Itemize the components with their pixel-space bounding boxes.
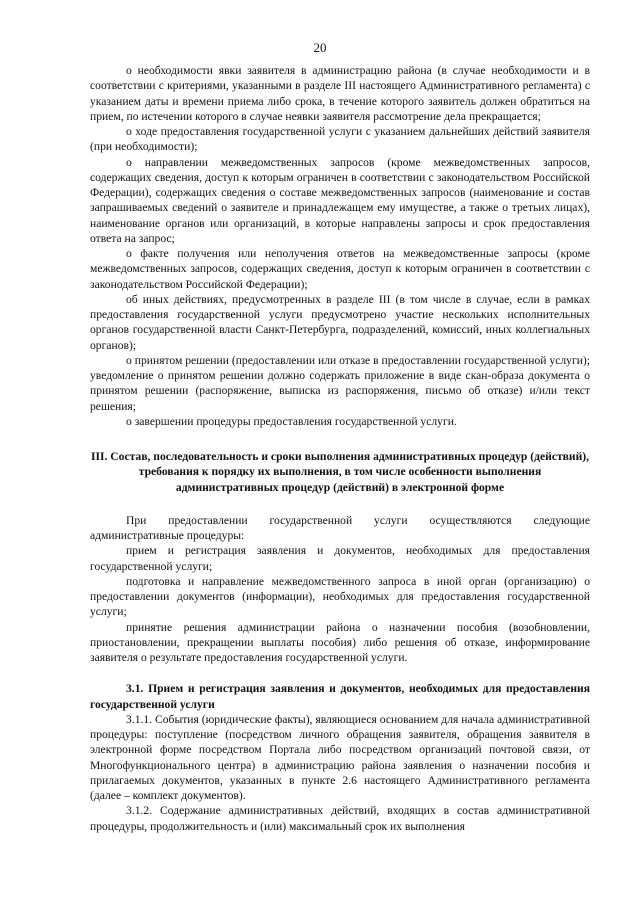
paragraph-3-1-1: 3.1.1. События (юридические факты), являющиеся основанием для начала административной процедуры: поступление (посредством личного обращения заявителя, обращения заявителя в электронной форме посредством Портала либо посредством организаций почтовой связи, от Многофункционального центра) в администрацию района заявления о назначении пособия и прилагаемых документов, указанных в пункте 2.6 настоящего Административного регламента (далее – комплект документов). (90, 712, 590, 802)
page-content (90, 63, 590, 834)
procedure-item: подготовка и направление межведомственного запроса в иной орган (организацию) о предоставлении документов (информации), необходимых для предоставления государственной услуги; (90, 574, 590, 619)
list-item: об иных действиях, предусмотренных в разделе III (в том числе в случае, если в рамках предоставления государственной услуги предусмотрено участие нескольких исполнительных органов государственной власти Санкт-Петербурга, подразделений, комиссий, иных коллегиальных органов); (90, 292, 590, 352)
list-item: о факте получения или неполучения ответов на межведомственные запросы (кроме межведомственных запросов, содержащих сведения, доступ к которым ограничен в соответствии с законодательством Российской Федерации); (90, 247, 590, 291)
subsection-heading: 3.1. Прием и регистрация заявления и документов, необходимых для предоставления государственной услуги (90, 682, 590, 711)
section-heading: III. Состав, последовательность и сроки выполнения административных процедур (действий), требования к порядку их выполнения, в том числе особенности выполнения административных процедур (действий) в электронной форме (90, 450, 590, 494)
list-item: о принятом решении (предоставлении или отказе в предоставлении государственной услуги); уведомление о принятом решении должно содержать приложение в виде скан-образа документа о принятом решении (распоряжение, выписка из распоряжения, письмо об отказе) и/или текст решения; (90, 353, 590, 413)
procedure-item: прием и регистрация заявления и документов, необходимых для предоставления государственной услуги; (90, 544, 590, 573)
list-item: о необходимости явки заявителя в администрацию района (в случае необходимости и в соответствии с критериями, указанными в разделе III настоящего Административного регламента) с указанием даты и времени приема либо срока, в течение которого заявитель должен обратиться на прием, по истечении которого в случае неявки заявителя рассмотрение дела прекращается; (90, 64, 590, 123)
list-item: о ходе предоставления государственной услуги с указанием дальнейших действий заявителя (при необходимости); (90, 125, 590, 154)
procedure-item: принятие решения администрации района о назначении пособия (возобновлении, приостановлении, прекращении выплаты пособия) либо решения об отказе, информирование заявителя о результате предоставления государственной услуги. (90, 620, 590, 664)
list-item: о направлении межведомственных запросов (кроме межведомственных запросов, содержащих сведения, доступ к которым ограничен в соответствии с законодательством Российской Федерации), содержащих сведения о составе межведомственных запросов (наименование и состав запрашиваемых сведений о заявителе и принадлежащем ему имуществе, а также о третьих лицах), наименование органов или организаций, в которые направлены запросы и срок предоставления ответа на запрос; (90, 155, 590, 245)
list-item: о завершении процедуры предоставления государственной услуги. (126, 414, 457, 428)
section-intro: При предоставлении государственной услуги осуществляются следующие административные процедуры: (90, 513, 590, 542)
page-number: 20 (313, 40, 327, 55)
paragraph-3-1-2: 3.1.2. Содержание административных действий, входящих в состав административной процедуры, продолжительность и (или) максимальный срок их выполнения (90, 804, 590, 833)
